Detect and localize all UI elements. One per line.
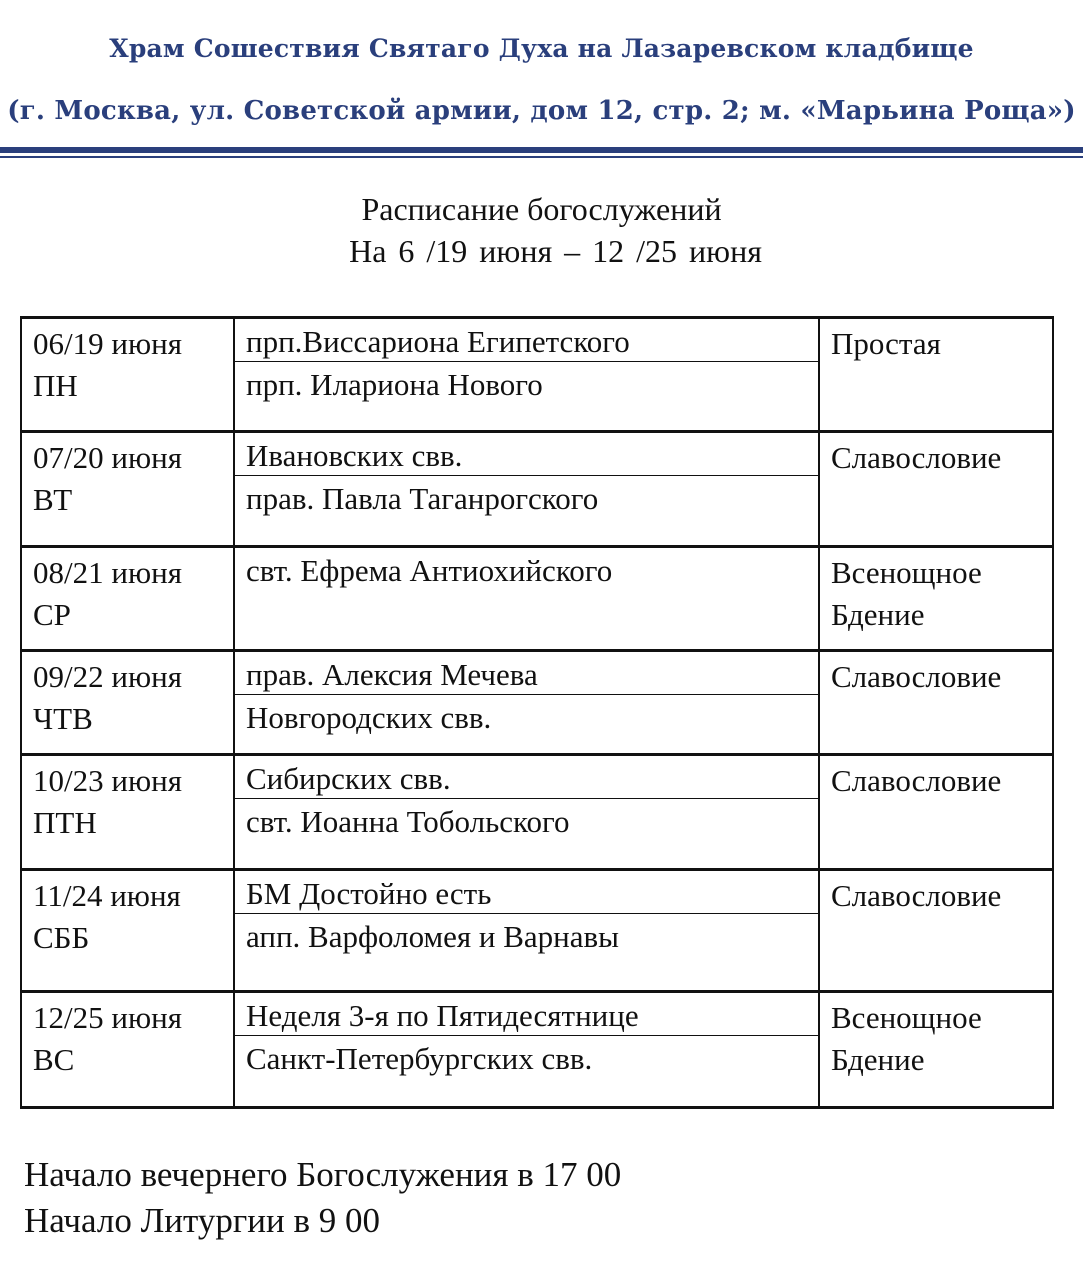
saint-commemoration: прав. Алексия Мечева [246, 657, 538, 692]
header-divider-thick [0, 147, 1083, 153]
date-label: 11/24 июня [33, 878, 181, 913]
service-type-cell [819, 755, 1053, 870]
table-row [21, 432, 1053, 547]
weekday-label: ПН [33, 368, 78, 403]
saint-commemoration: Новгородских свв. [235, 694, 818, 737]
header-divider-thin [0, 156, 1083, 158]
service-type-label: Простая [831, 326, 941, 361]
service-type-label: Славословие [831, 878, 1002, 913]
saint-commemoration: Неделя 3-я по Пятидесятнице [246, 998, 639, 1033]
saints-cell [234, 870, 819, 992]
service-type-label: Бдение [831, 1042, 925, 1077]
weekday-label: ПТН [33, 805, 97, 840]
saint-commemoration: прав. Павла Таганрогского [235, 475, 818, 518]
table-row [21, 992, 1053, 1108]
saint-commemoration: БМ Достойно есть [246, 876, 492, 911]
schedule-title: Расписание богослужений [361, 191, 722, 227]
schedule-period: На 6 /19 июня – 12 /25 июня [349, 233, 762, 269]
date-label: 12/25 июня [33, 1000, 182, 1035]
church-name: Храм Сошествия Святаго Духа на Лазаревском кладбище [109, 34, 974, 63]
evening-service-time: Начало вечернего Богослужения в 17 00 [24, 1155, 622, 1194]
saint-commemoration: свт. Ефрема Антиохийского [246, 553, 613, 588]
weekday-label: СББ [33, 920, 90, 955]
saint-commemoration: свт. Иоанна Тобольского [235, 798, 818, 841]
date-cell [21, 318, 234, 432]
date-cell [21, 755, 234, 870]
service-type-cell [819, 992, 1053, 1108]
table-row [21, 547, 1053, 651]
table-row [21, 651, 1053, 755]
service-type-label: Бдение [831, 597, 925, 632]
service-type-label: Всенощное [831, 1000, 982, 1035]
service-type-cell [819, 870, 1053, 992]
date-cell [21, 870, 234, 992]
weekday-label: ВС [33, 1042, 75, 1077]
service-type-cell [819, 318, 1053, 432]
date-cell [21, 651, 234, 755]
saint-commemoration: Ивановских свв. [246, 438, 463, 473]
weekday-label: ЧТВ [33, 701, 93, 736]
saints-cell [234, 432, 819, 547]
date-cell [21, 547, 234, 651]
service-type-cell [819, 651, 1053, 755]
date-cell [21, 432, 234, 547]
service-type-label: Всенощное [831, 555, 982, 590]
service-type-cell [819, 432, 1053, 547]
saints-cell [234, 651, 819, 755]
table-row [21, 870, 1053, 992]
service-type-label: Славословие [831, 440, 1002, 475]
saints-cell [234, 318, 819, 432]
saint-commemoration: прп.Виссариона Египетского [246, 324, 630, 359]
date-label: 09/22 июня [33, 659, 182, 694]
saints-cell [234, 755, 819, 870]
date-cell [21, 992, 234, 1108]
schedule-table [20, 316, 1054, 1109]
saints-cell [234, 992, 819, 1108]
service-type-cell [819, 547, 1053, 651]
saints-cell [234, 547, 819, 651]
date-label: 06/19 июня [33, 326, 182, 361]
saint-commemoration: прп. Илариона Нового [235, 361, 818, 404]
saint-commemoration: апп. Варфоломея и Варнавы [235, 913, 818, 956]
liturgy-time: Начало Литургии в 9 00 [24, 1201, 380, 1240]
date-label: 08/21 июня [33, 555, 182, 590]
service-type-label: Славословие [831, 659, 1002, 694]
saint-commemoration: Сибирских свв. [246, 761, 451, 796]
service-type-label: Славословие [831, 763, 1002, 798]
date-label: 10/23 июня [33, 763, 182, 798]
weekday-label: ВТ [33, 482, 73, 517]
saint-commemoration: Санкт-Петербургских свв. [235, 1035, 818, 1078]
date-label: 07/20 июня [33, 440, 182, 475]
table-row [21, 318, 1053, 432]
weekday-label: СР [33, 597, 71, 632]
schedule-table-body [21, 318, 1053, 1108]
table-row [21, 755, 1053, 870]
church-address: (г. Москва, ул. Советской армии, дом 12, стр. 2; м. «Марьина Роща») [7, 96, 1076, 126]
